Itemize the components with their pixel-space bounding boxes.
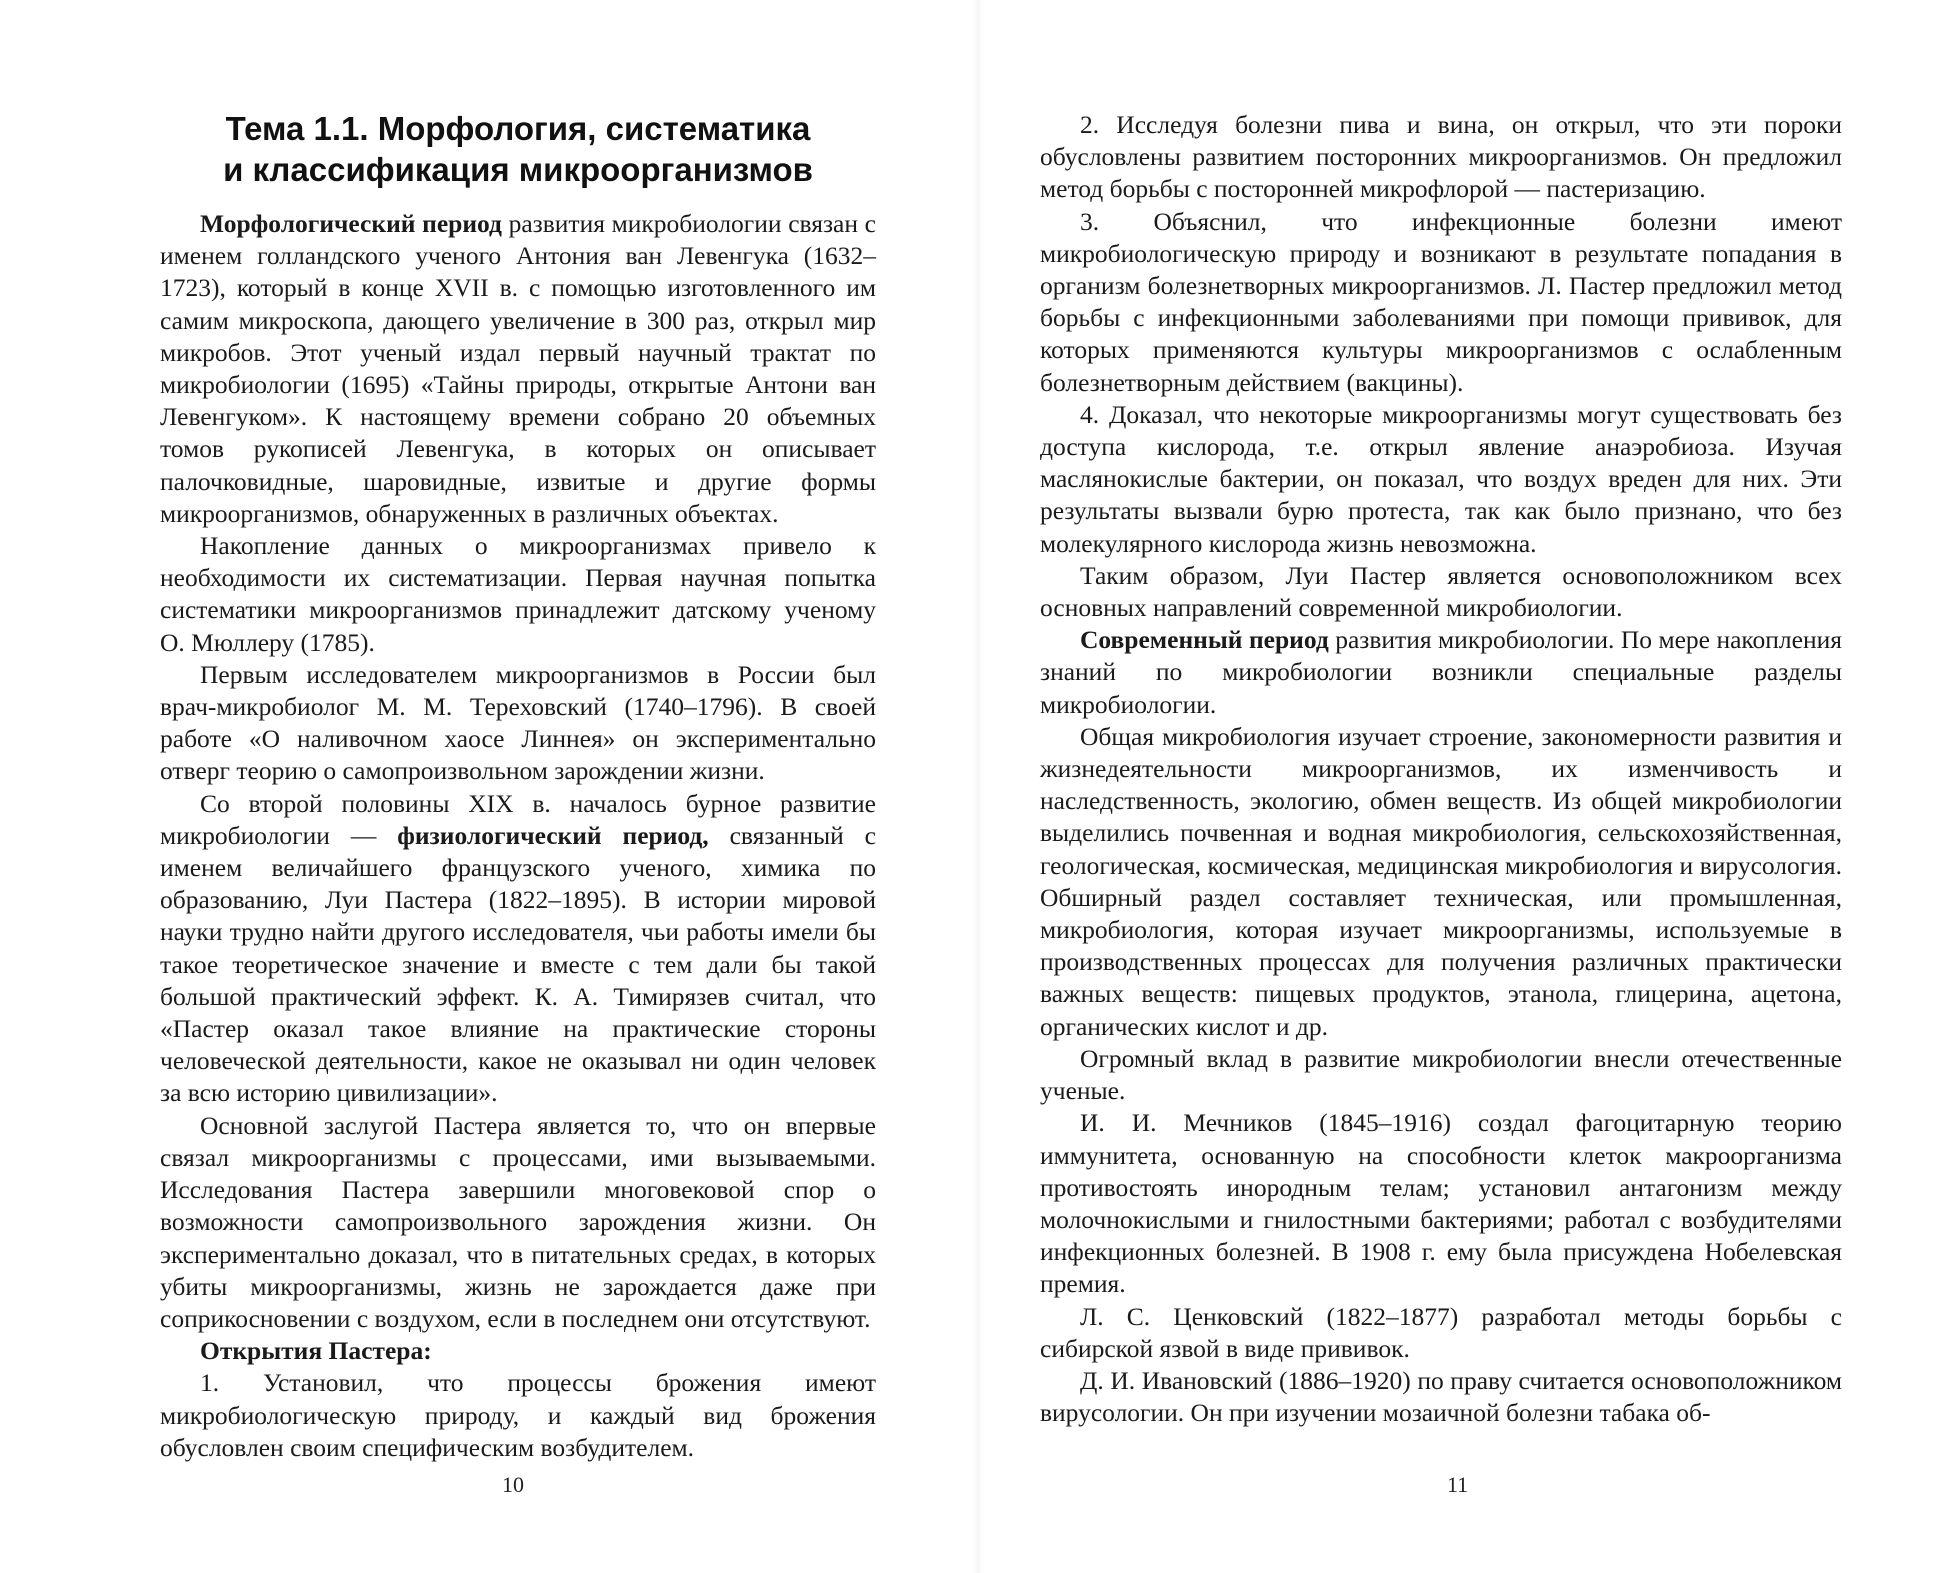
page-number-right: 11 — [1447, 1472, 1469, 1497]
chapter-heading — [160, 108, 876, 190]
term-modern-period: Современный период — [1080, 625, 1329, 655]
page-number-left: 10 — [502, 1472, 524, 1497]
list-item-3: 3. Объяснил, что инфекционные болезни имеют микробиологическую природу и возникают в результате попадания в организм болезнетворных микроорганизмов. Л. Пастер предложил метод борьбы с инфекционными заболеваниями при помощи прививок, для которых применяются культуры микроорганизмов с ослабленным болезнетворным действием (вакцины). — [1040, 206, 1842, 397]
right-page — [978, 0, 1957, 1573]
left-page — [0, 0, 978, 1573]
term-pasteur-discoveries: Открытия Пастера: — [200, 1336, 432, 1366]
paragraph-text: развития микробиологии связан с именем голландского ученого Антония ван Левенгука (1632–1723), который в конце XVII в. с помощью изготовленного им самим микроскопа, дающего увеличение в 300 раз, открыл мир микробов. Этот ученый издал первый научный трактат по микробиологии (1695) «Тайны природы, открытые Антони ван Левенгуком». К настоящему времени собрано 20 объемных томов рукописей Левенгука, в которых он описывает палочковидные, шаровидные, извитые и другие формы микроорганизмов, обнаруженных в различных объектах. — [160, 209, 877, 528]
paragraph-ivanovsky: Д. И. Ивановский (1886–1920) по праву считается основоположником вирусологии. Он при изучении мозаичной болезни табака об- — [1040, 1365, 1842, 1428]
paragraph-russia: Первым исследователем микроорганизмов в России был врач-микробиолог М. М. Тереховский (1740–1796). В своей работе «О наливочном хаосе Линнея» он экспериментально отверг теорию о самопроизвольном зарождении жизни. — [160, 659, 876, 786]
paragraph-mechnikov: И. И. Мечников (1845–1916) создал фагоцитарную теорию иммунитета, основанную на способности клеток макроорганизма противостоять инородным телам; установил антагонизм между молочнокислыми и гнилостными бактериями; работал с возбудителями инфекционных болезней. В 1908 г. ему была присуждена Нобелевская премия. — [1040, 1108, 1842, 1299]
heading-line-2: и классификация микроорганизмов — [223, 151, 813, 188]
term-physiological-period: физиологический период, — [397, 820, 709, 850]
paragraph-conclusion: Таким образом, Луи Пастер является основоположником всех основных направлений современной микробиологии. — [1040, 560, 1842, 623]
heading-line-1: Тема 1.1. Морфология, систематика — [225, 110, 811, 147]
left-text-body — [160, 208, 876, 1464]
term-morphological-period: Морфологический период — [200, 209, 502, 238]
paragraph-systematization: Накопление данных о микроорганизмах привело к необходимости их систематизации. Первая научная попытка систематики микроорганизмов принадлежит датскому ученому О. Мюллеру (1785). — [160, 531, 876, 657]
paragraph-tsenkovsky: Л. С. Ценковский (1822–1877) разработал методы борьбы с сибирской язвой в виде прививок. — [1040, 1301, 1842, 1363]
paragraph-pasteur-merit: Основной заслугой Пастера является то, что он впервые связал микроорганизмы с процессами, ими вызываемыми. Исследования Пастера завершили многовековой спор о возможности самопроизвольного зарождения жизни. Он экспериментально доказал, что в питательных средах, в которых убиты микроорганизмы, жизнь не зарождается даже при соприкосновении с воздухом, если в последнем они отсутствуют. — [160, 1110, 876, 1333]
paragraph-text: развития микробиологии. По мере накопления знаний по микробиологии возникли специальные разделы микробиологии. — [1040, 625, 1842, 719]
list-item-1: 1. Установил, что процессы брожения имеют микробиологическую природу, и каждый вид брожения обусловлен своим специфическим возбудителем. — [160, 1368, 876, 1462]
subheading-pasteur-discoveries — [160, 1335, 876, 1367]
paragraph-physiological-period — [160, 788, 876, 1110]
list-item-4: 4. Доказал, что некоторые микроорганизмы могут существовать без доступа кислорода, т.е. открыл явление анаэробиоза. Изучая маслянокислые бактерии, он показал, что воздух вреден для них. Эти результаты вызвали бурю протеста, так как было признано, что без молекулярного кислорода жизнь невозможна. — [1040, 399, 1842, 558]
right-text-body — [1040, 109, 1842, 1429]
paragraph-domestic-scientists: Огромный вклад в развитие микробиологии внесли отечественные ученые. — [1040, 1043, 1842, 1106]
paragraph-general-microbiology: Общая микробиология изучает строение, закономерности развития и жизнедеятельности микроорганизмов, их изменчивость и наследственность, экологию, обмен веществ. Из общей микробиологии выделились почвенная и водная микробиология, сельскохозяйственная, геологическая, космическая, медицинская микробиология и вирусология. Обширный раздел составляет техническая, или промышленная, микробиология, которая изучает микроорганизмы, используемые в производственных процессах для получения различных практически важных веществ: пищевых продуктов, этанола, глицерина, ацетона, органических кислот и др. — [1040, 721, 1842, 1041]
list-item-2: 2. Исследуя болезни пива и вина, он открыл, что эти пороки обусловлены развитием посторонних микроорганизмов. Он предложил метод борьбы с посторонней микрофлорой — пастеризацию. — [1040, 110, 1842, 204]
paragraph-modern-period — [1040, 624, 1842, 721]
paragraph-morphological-period — [160, 208, 876, 530]
paragraph-text: Со второй половины XIX в. началось бурное развитие микробиологии — — [160, 788, 876, 850]
paragraph-text: связанный с именем величайшего французского ученого, химика по образованию, Луи Пастера (1822–1895). В истории мировой науки трудно найти другого исследователя, чьи работы имели бы такое теоретическое значение и вместе с тем дали бы такой большой практический эффект. К. А. Тимирязев считал, что «Пастер оказал такое влияние на практические стороны человеческой деятельности, какое не оказывал ни один человек за всю историю цивилизации». — [160, 820, 876, 1108]
